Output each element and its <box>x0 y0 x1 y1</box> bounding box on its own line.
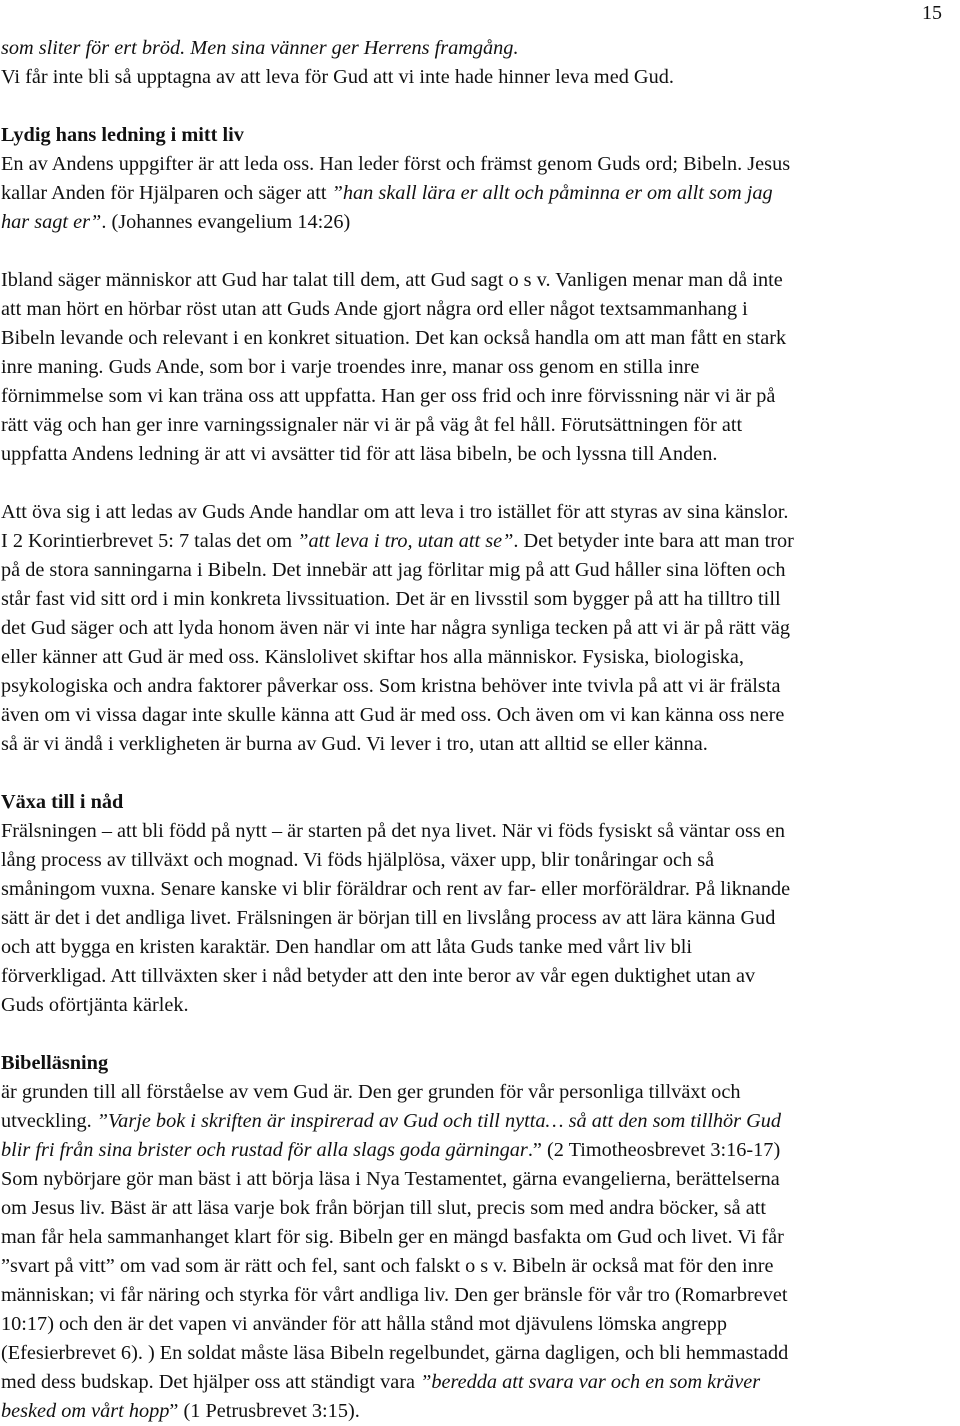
text-line <box>1 614 959 643</box>
text-run: ” (1 Petrusbrevet 3:15). <box>169 1400 360 1422</box>
text-line <box>1 1194 959 1223</box>
text-line <box>1 904 959 933</box>
text-run: förnimmelse som vi kan träna oss att uppfatta. Han ger oss frid och inre förvissning när vi är på <box>1 385 776 407</box>
text-run: . (Johannes evangelium 14:26) <box>101 211 351 233</box>
italic-quote: ”Varje bok i skriften är inspirerad av Gud och till nytta… så att den som tillhör Gud <box>96 1110 782 1132</box>
text-line <box>1 701 959 730</box>
text-line <box>1 643 959 672</box>
italic-quote: har sagt er” <box>1 211 102 233</box>
text-run: rätt väg och han ger inre varningssignaler när vi är på väg åt fel håll. Förutsättningen för att <box>1 414 743 436</box>
text-line <box>1 324 959 353</box>
paragraph-gap <box>1 92 959 121</box>
text-line <box>1 63 959 92</box>
text-run: utveckling. <box>1 1110 97 1132</box>
text-line <box>1 585 959 614</box>
text-run: lång process av tillväxt och mognad. Vi föds hjälplösa, växer upp, blir tonåringar och så <box>1 849 715 871</box>
italic-quote: som sliter för ert bröd. Men sina vänner ger Herrens framgång. <box>1 37 519 59</box>
text-run: småningom vuxna. Senare kanske vi blir föräldrar och rent av far- eller morföräldrar. På liknande <box>1 878 791 900</box>
text-run: Att öva sig i att ledas av Guds Ande handlar om att leva i tro istället för att styras av sina känslor. <box>1 501 789 523</box>
text-run: ”svart på vitt” om vad som är rätt och fel, sant och falskt o s v. Bibeln är också mat för den inre <box>1 1255 774 1277</box>
section-heading <box>1 1049 959 1078</box>
italic-quote: blir fri från sina brister och rustad för alla slags goda gärningar <box>1 1139 528 1161</box>
text-run: inre maning. Guds Ande, som bor i varje troendes inre, manar oss genom en stilla inre <box>1 356 700 378</box>
text-line <box>1 1310 959 1339</box>
text-run: En av Andens uppgifter är att leda oss. Han leder först och främst genom Guds ord; Bibeln. Jesus <box>1 153 791 175</box>
text-run: psykologiska och andra faktorer påverkar oss. Som kristna behöver inte tvivla på att vi är frälsta <box>1 675 781 697</box>
italic-quote: ”att leva i tro, utan att se” <box>297 530 514 552</box>
paragraph-gap <box>1 237 959 266</box>
text-run: Lydig hans ledning i mitt liv <box>1 124 244 146</box>
text-line <box>1 179 959 208</box>
text-line <box>1 527 959 556</box>
text-run: förverkligad. Att tillväxten sker i nåd betyder att den inte beror av vår egen duktighet utan av <box>1 965 756 987</box>
text-line <box>1 382 959 411</box>
text-run: (Efesierbrevet 6). ) En soldat måste läsa Bibeln regelbundet, gärna dagligen, och bli hemmastadd <box>1 1342 789 1364</box>
text-line <box>1 991 959 1020</box>
text-line <box>1 1136 959 1165</box>
text-run: det Gud säger och att lyda honom även när vi inte har några synliga tecken på att vi är på rätt väg <box>1 617 790 639</box>
text-line <box>1 817 959 846</box>
text-line <box>1 208 959 237</box>
text-run: 10:17) och den är det vapen vi använder för att hålla stånd mot djävulens lömska angrepp <box>1 1313 727 1335</box>
text-line <box>1 295 959 324</box>
text-line <box>1 353 959 382</box>
text-run: att man hört en hörbar röst utan att Guds Ande gjort några ord eller något textsammanhang i <box>1 298 748 320</box>
text-line <box>1 1397 959 1426</box>
text-run: Ibland säger människor att Gud har talat till dem, att Gud sagt o s v. Vanligen menar man då inte <box>1 269 783 291</box>
text-line <box>1 1078 959 1107</box>
text-run: Frälsningen – att bli född på nytt – är starten på det nya livet. När vi föds fysiskt så väntar oss en <box>1 820 786 842</box>
text-line <box>1 150 959 179</box>
text-line <box>1 266 959 295</box>
section-heading <box>1 788 959 817</box>
page-number: 15 <box>922 2 942 24</box>
text-line <box>1 1107 959 1136</box>
page-body <box>1 34 959 1426</box>
text-run: kallar Anden för Hjälparen och säger att <box>1 182 332 204</box>
text-line <box>1 875 959 904</box>
text-line <box>1 1281 959 1310</box>
text-line <box>1 1223 959 1252</box>
text-run: med dess budskap. Det hjälper oss att ständigt vara <box>1 1371 421 1393</box>
text-line <box>1 1165 959 1194</box>
text-run: står fast vid sitt ord i min konkreta livssituation. Det är en livsstil som bygger på att ha tilltro till <box>1 588 781 610</box>
text-run: Växa till i nåd <box>1 791 124 813</box>
italic-quote: ”han skall lära er allt och påminna er om allt som jag <box>331 182 773 204</box>
text-line <box>1 672 959 701</box>
paragraph-gap <box>1 1020 959 1049</box>
text-line <box>1 730 959 759</box>
text-line <box>1 34 959 63</box>
text-line <box>1 846 959 875</box>
text-run: så är vi ändå i verkligheten är burna av Gud. Vi lever i tro, utan att alltid se eller känna. <box>1 733 708 755</box>
text-run: .” (2 Timotheosbrevet 3:16-17) <box>527 1139 781 1161</box>
text-line <box>1 556 959 585</box>
text-run: man får hela sammanhanget klart för sig. Bibeln ger en mängd basfakta om Gud och livet. Vi får <box>1 1226 784 1248</box>
text-run: människan; vi får näring och styrka för vårt andliga liv. Den ger bränsle för vår tro (Romarbrevet <box>1 1284 788 1306</box>
text-run: Vi får inte bli så upptagna av att leva för Gud att vi inte hade hinner leva med Gud. <box>1 66 674 88</box>
text-run: är grunden till all förståelse av vem Gud är. Den ger grunden för vår personliga tillväxt och <box>1 1081 741 1103</box>
text-line <box>1 1252 959 1281</box>
paragraph-gap <box>1 469 959 498</box>
italic-quote: besked om vårt hopp <box>1 1400 170 1422</box>
text-line <box>1 411 959 440</box>
text-line <box>1 440 959 469</box>
text-run: I 2 Korintierbrevet 5: 7 talas det om <box>1 530 298 552</box>
text-run: eller känner att Gud är med oss. Känslolivet skiftar hos alla människor. Fysiska, biologiska, <box>1 646 744 668</box>
text-line <box>1 498 959 527</box>
text-run: . Det betyder inte bara att man tror <box>513 530 794 552</box>
text-line <box>1 962 959 991</box>
text-run: Som nybörjare gör man bäst i att börja läsa i Nya Testamentet, gärna evangelierna, berättelserna <box>1 1168 780 1190</box>
text-line <box>1 933 959 962</box>
text-run: uppfatta Andens ledning är att vi avsätter tid för att läsa bibeln, be och lyssna till Anden. <box>1 443 718 465</box>
text-run: på de stora sanningarna i Bibeln. Det innebär att jag förlitar mig på att Gud håller sina löften och <box>1 559 786 581</box>
text-run: sätt är det i det andliga livet. Frälsningen är början till en livslång process av att lära känna Gud <box>1 907 776 929</box>
italic-quote: ”beredda att svara var och en som kräver <box>420 1371 761 1393</box>
text-run: och att bygga en kristen karaktär. Den handlar om att låta Guds tanke med vårt liv bli <box>1 936 693 958</box>
text-run: Bibeln levande och relevant i en konkret situation. Det kan också handla om att man fått en stark <box>1 327 787 349</box>
text-line <box>1 1339 959 1368</box>
text-run: om Jesus liv. Bäst är att läsa varje bok från början till slut, precis som med andra böcker, så att <box>1 1197 766 1219</box>
text-run: även om vi vissa dagar inte skulle känna att Gud är med oss. Och även om vi kan känna oss nere <box>1 704 785 726</box>
text-run: Bibelläsning <box>1 1052 109 1074</box>
section-heading <box>1 121 959 150</box>
paragraph-gap <box>1 759 959 788</box>
text-run: Guds oförtjänta kärlek. <box>1 994 189 1016</box>
